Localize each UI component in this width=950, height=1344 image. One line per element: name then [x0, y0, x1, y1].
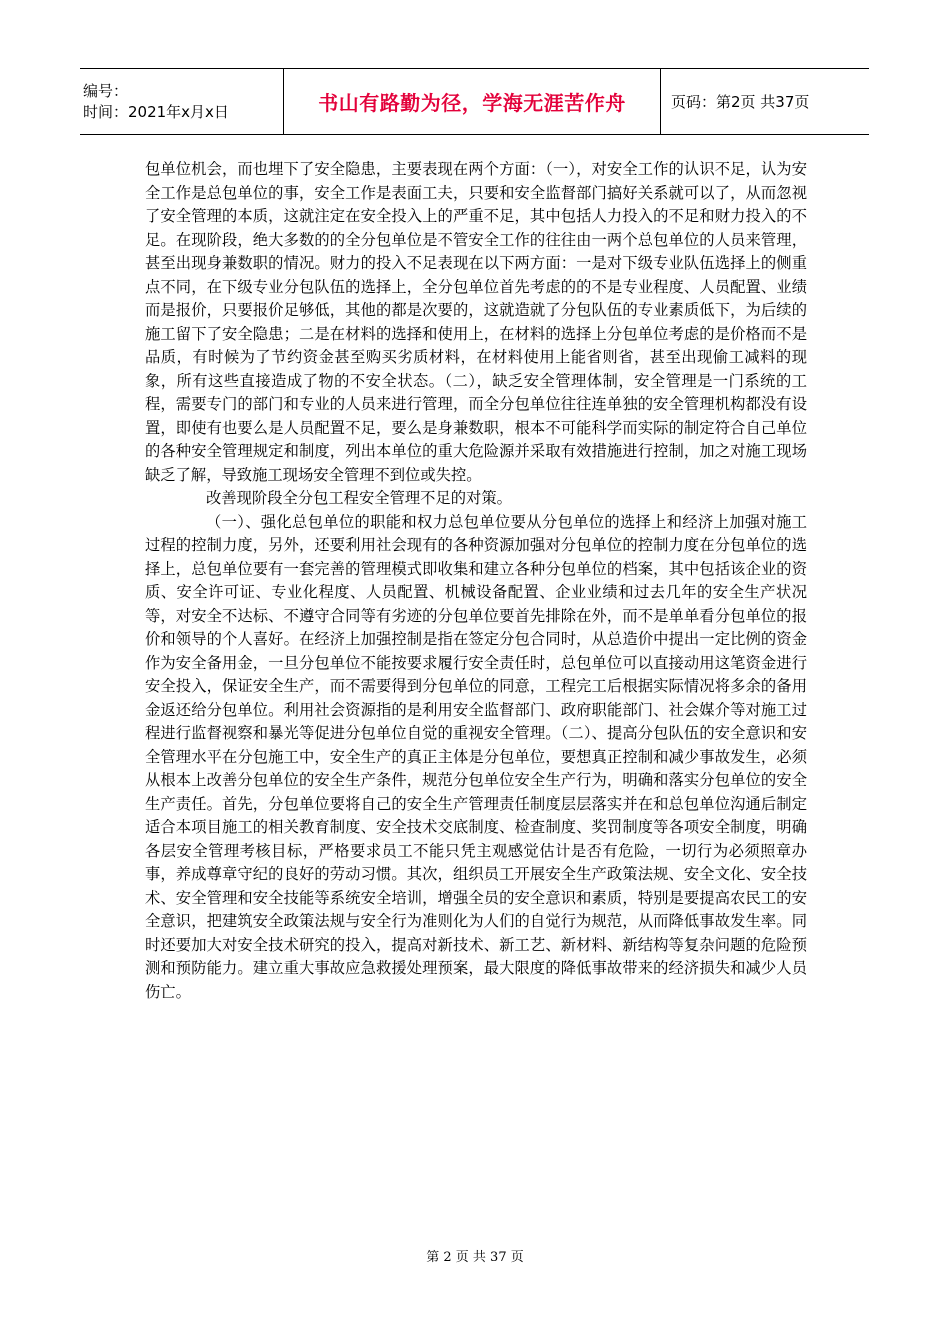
- document-header: [80, 68, 869, 135]
- header-motto-cell: [284, 69, 661, 135]
- document-body: [145, 158, 807, 1004]
- header-page-label: 页码：第2页 共37页: [671, 93, 810, 111]
- body-paragraph-2: （一）、强化总包单位的职能和权力总包单位要从分包单位的选择上和经济上加强对施工过程的控制力度，另外，还要利用社会现有的各种资源加强对分包单位的控制力度在分包单位的选择上，总包单位要有一套完善的管理模式即收集和建立各种分包单位的档案，其中包括该企业的资质、安全许可证、专业化程度、人员配置、机械设备配置、企业业绩和过去几年的安全生产状况等，对安全不达标、不遵守合同等有劣迹的分包单位要首先排除在外，而不是单单看分包单位的报价和领导的个人喜好。在经济上加强控制是指在签定分包合同时，从总造价中提出一定比例的资金作为安全备用金，一旦分包单位不能按要求履行安全责任时，总包单位可以直接动用这笔资金进行安全投入，保证安全生产，而不需要得到分包单位的同意，工程完工后根据实际情况将多余的备用金返还给分包单位。利用社会资源指的是利用安全监督部门、政府职能部门、社会媒介等对施工过程进行监督视察和暴光等促进分包单位自觉的重视安全管理。（二）、提高分包队伍的安全意识和安全管理水平在分包施工中，安全生产的真正主体是分包单位，要想真正控制和减少事故发生，必须从根本上改善分包单位的安全生产条件，规范分包单位安全生产行为，明确和落实分包单位的安全生产责任。首先，分包单位要将自己的安全生产管理责任制度层层落实并在和总包单位沟通后制定适合本项目施工的相关教育制度、安全技术交底制度、检查制度、奖罚制度等各项安全制度，明确各层安全管理考核目标，严格要求员工不能只凭主观感觉估计是否有危险，一切行为必须照章办事，养成尊章守纪的良好的劳动习惯。其次，组织员工开展安全生产政策法规、安全文化、安全技术、安全管理和安全技能等系统安全培训，增强全员的安全意识和素质，特别是要提高农民工的安全意识，把建筑安全政策法规与安全行为准则化为人们的自觉行为规范，从而降低事故发生率。同时还要加大对安全技术研究的投入，提高对新技术、新工艺、新材料、新结构等复杂问题的危险预测和预防能力。建立重大事故应急救援处理预案，最大限度的降低事故带来的经济损失和减少人员伤亡。: [145, 512, 807, 1001]
- body-paragraph-1: 包单位机会，而也埋下了安全隐患，主要表现在两个方面：（一），对安全工作的认识不足，认为安全工作是总包单位的事，安全工作是表面工夫，只要和安全监督部门搞好关系就可以了，从而忽视了安全管理的本质，这就注定在安全投入上的严重不足，其中包括人力投入的不足和财力投入的不足。在现阶段，绝大多数的的全分包单位是不管安全工作的往往由一两个总包单位的人员来管理，甚至出现身兼数职的情况。财力的投入不足表现在以下两方面：一是对下级专业队伍选择上的侧重点不同，在下级专业分包队伍的选择上，全分包单位首先考虑的的不是专业程度、人员配置、业绩而是报价，只要报价足够低，其他的都是次要的，这就造就了分包队伍的专业素质低下，为后续的施工留下了安全隐患；二是在材料的选择和使用上，在材料的选择上分包单位考虑的是价格而不是品质，有时候为了节约资金甚至购买劣质材料，在材料使用上能省则省，甚至出现偷工减料的现象，所有这些直接造成了物的不安全状态。（二），缺乏安全管理体制，安全管理是一门系统的工程，需要专门的部门和专业的人员来进行管理，而全分包单位往往连单独的安全管理机构都没有设置，即使有也要么是人员配置不足，要么是身兼数职，根本不可能科学而实际的制定符合自己单位的各种安全管理规定和制度，列出本单位的重大危险源并采取有效措施进行控制，加之对施工现场缺乏了解，导致施工现场安全管理不到位或失控。: [145, 160, 807, 484]
- header-page-cell: [661, 69, 870, 135]
- header-meta-cell: [80, 69, 284, 135]
- section-heading: 改善现阶段全分包工程安全管理不足的对策。: [206, 489, 512, 507]
- document-date-label: 时间：2021年x月x日: [83, 102, 229, 121]
- document-number-label: 编号：: [83, 81, 129, 100]
- header-motto: 书山有路勤为径，学海无涯苦作舟: [318, 91, 626, 115]
- page-footer: 第 2 页 共 37 页: [426, 1250, 524, 1265]
